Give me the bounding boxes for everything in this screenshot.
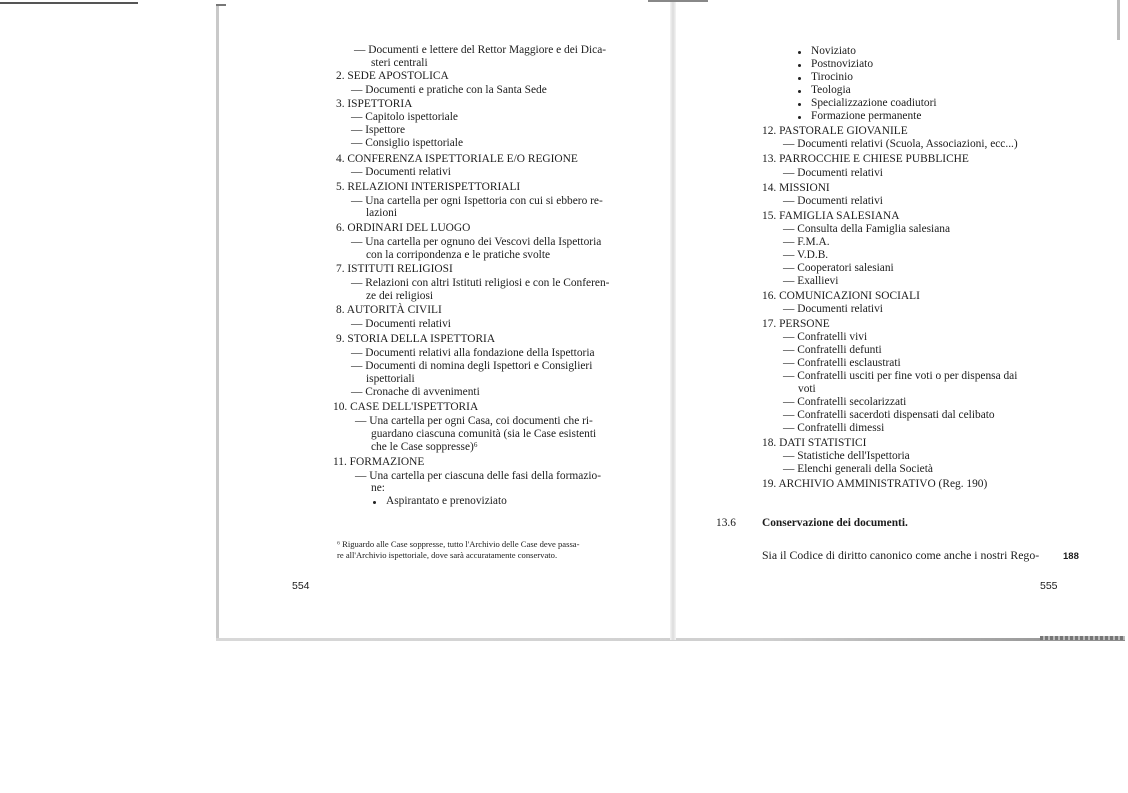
section-heading: 14. MISSIONI bbox=[762, 182, 830, 194]
text-line: — Documenti e lettere del Rettor Maggiore e dei Dica- bbox=[354, 44, 607, 56]
text-line: che le Case soppresse)⁶ bbox=[371, 441, 478, 453]
section-heading: 4. CONFERENZA ISPETTORIALE E/O REGIONE bbox=[336, 153, 578, 165]
text-line: ispettoriali bbox=[366, 373, 415, 385]
text-line: — Statistiche dell'Ispettoria bbox=[783, 450, 910, 462]
text-line: voti bbox=[798, 383, 816, 395]
bottom-right-scan-mark bbox=[1040, 636, 1125, 640]
left-page-edge bbox=[216, 4, 219, 640]
section-heading: 16. COMUNICAZIONI SOCIALI bbox=[762, 290, 920, 302]
bullet-icon bbox=[798, 90, 801, 93]
text-line: — Una cartella per ogni Casa, coi documenti che ri- bbox=[355, 415, 593, 427]
text-line: ze dei religiosi bbox=[366, 290, 434, 302]
bullet-icon bbox=[798, 77, 801, 80]
text-line: — Ispettore bbox=[351, 124, 406, 136]
bullet-item: Noviziato bbox=[811, 45, 856, 57]
footnote-line: ⁶ Riguardo alle Case soppresse, tutto l'Archivio delle Case deve passa- bbox=[337, 539, 580, 549]
bullet-icon bbox=[798, 51, 801, 54]
text-line: — Cooperatori salesiani bbox=[783, 262, 894, 274]
top-left-scan-mark bbox=[0, 2, 138, 4]
text-line: — Relazioni con altri Istituti religiosi e con le Conferen- bbox=[351, 277, 610, 289]
text-line: con la corripondenza e le pratiche svolte bbox=[366, 249, 551, 261]
text-line: steri centrali bbox=[371, 57, 428, 69]
text-line: — Documenti relativi (Scuola, Associazioni, ecc...) bbox=[783, 138, 1018, 150]
text-line: — Confratelli usciti per fine voti o per dispensa dai bbox=[783, 370, 1018, 382]
text-line: — Elenchi generali della Società bbox=[783, 463, 933, 475]
section-heading: 18. DATI STATISTICI bbox=[762, 437, 867, 449]
text-line: — Documenti relativi bbox=[783, 195, 883, 207]
section-heading: 8. AUTORITÀ CIVILI bbox=[336, 304, 442, 316]
text-line: — Confratelli esclaustrati bbox=[783, 357, 901, 369]
section-heading: 9. STORIA DELLA ISPETTORIA bbox=[336, 333, 496, 345]
bullet-item: Formazione permanente bbox=[811, 110, 922, 122]
text-line: — Una cartella per ogni Ispettoria con cui si ebbero re- bbox=[351, 195, 603, 207]
text-line: — Documenti relativi bbox=[783, 303, 883, 315]
bullet-item: Aspirantato e prenoviziato bbox=[386, 495, 507, 507]
footnote-line: re all'Archivio ispettoriale, dove sarà accuratamente conservato. bbox=[337, 550, 558, 560]
bullet-icon bbox=[798, 103, 801, 106]
text-line: — Una cartella per ciascuna delle fasi della formazio- bbox=[355, 470, 602, 482]
text-line: — Documenti relativi bbox=[783, 167, 883, 179]
section-heading: 7. ISTITUTI RELIGIOSI bbox=[336, 263, 453, 275]
text-line: — Exallievi bbox=[783, 275, 839, 287]
body-text-line: Sia il Codice di diritto canonico come anche i nostri Rego- bbox=[762, 548, 1040, 562]
right-edge-mark bbox=[1117, 0, 1120, 40]
text-line: — Documenti relativi bbox=[351, 166, 451, 178]
text-line: — Confratelli secolarizzati bbox=[783, 396, 907, 408]
gutter-shadow bbox=[670, 0, 676, 640]
gutter-top-mark bbox=[648, 0, 708, 2]
text-line: — Documenti e pratiche con la Santa Sede bbox=[351, 84, 547, 96]
text-line: — Capitolo ispettoriale bbox=[351, 111, 458, 123]
bullet-item: Tirocinio bbox=[811, 71, 853, 83]
bullet-icon bbox=[798, 116, 801, 119]
bullet-icon bbox=[798, 64, 801, 67]
text-line: — Documenti di nomina degli Ispettori e Consiglieri bbox=[351, 360, 593, 372]
text-line: guardano ciascuna comunità (sia le Case esistenti bbox=[371, 428, 597, 440]
text-line: — V.D.B. bbox=[783, 249, 829, 261]
section-heading: 19. ARCHIVIO AMMINISTRATIVO (Reg. 190) bbox=[762, 478, 988, 490]
text-line: — F.M.A. bbox=[783, 236, 830, 248]
section-heading: 13. PARROCCHIE E CHIESE PUBBLICHE bbox=[762, 153, 969, 165]
section-title: Conservazione dei documenti. bbox=[762, 517, 908, 529]
section-heading: 12. PASTORALE GIOVANILE bbox=[762, 125, 908, 137]
section-heading: 10. CASE DELL'ISPETTORIA bbox=[333, 401, 479, 413]
bullet-item: Teologia bbox=[811, 84, 851, 96]
text-line: — Confratelli defunti bbox=[783, 344, 882, 356]
text-line: ne: bbox=[371, 482, 385, 494]
margin-number: 188 bbox=[1063, 551, 1079, 562]
section-heading: 17. PERSONE bbox=[762, 318, 830, 330]
page-number: 554 bbox=[292, 580, 310, 592]
text-line: — Consulta della Famiglia salesiana bbox=[783, 223, 951, 235]
section-heading: 2. SEDE APOSTOLICA bbox=[336, 70, 449, 82]
text-line: — Documenti relativi alla fondazione della Ispettoria bbox=[351, 347, 595, 359]
text-line: — Confratelli vivi bbox=[783, 331, 868, 343]
bullet-item: Postnoviziato bbox=[811, 58, 874, 70]
text-line: — Confratelli sacerdoti dispensati dal celibato bbox=[783, 409, 995, 421]
section-heading: 15. FAMIGLIA SALESIANA bbox=[762, 210, 900, 222]
section-number: 13.6 bbox=[716, 517, 736, 529]
section-heading: 6. ORDINARI DEL LUOGO bbox=[336, 222, 471, 234]
text-line: — Documenti relativi bbox=[351, 318, 451, 330]
text-line: lazioni bbox=[366, 207, 397, 219]
bullet-item: Specializzazione coadiutori bbox=[811, 97, 937, 109]
page-number: 555 bbox=[1040, 580, 1058, 592]
text-line: — Consiglio ispettoriale bbox=[351, 137, 463, 149]
left-page-edge-top bbox=[216, 4, 226, 6]
bullet-icon bbox=[373, 501, 376, 504]
section-heading: 11. FORMAZIONE bbox=[333, 456, 425, 468]
text-line: — Confratelli dimessi bbox=[783, 422, 885, 434]
section-heading: 3. ISPETTORIA bbox=[336, 98, 413, 110]
text-line: — Cronache di avvenimenti bbox=[351, 386, 480, 398]
section-heading: 5. RELAZIONI INTERISPETTORIALI bbox=[336, 181, 521, 193]
text-line: — Una cartella per ognuno dei Vescovi della Ispettoria bbox=[351, 236, 602, 248]
